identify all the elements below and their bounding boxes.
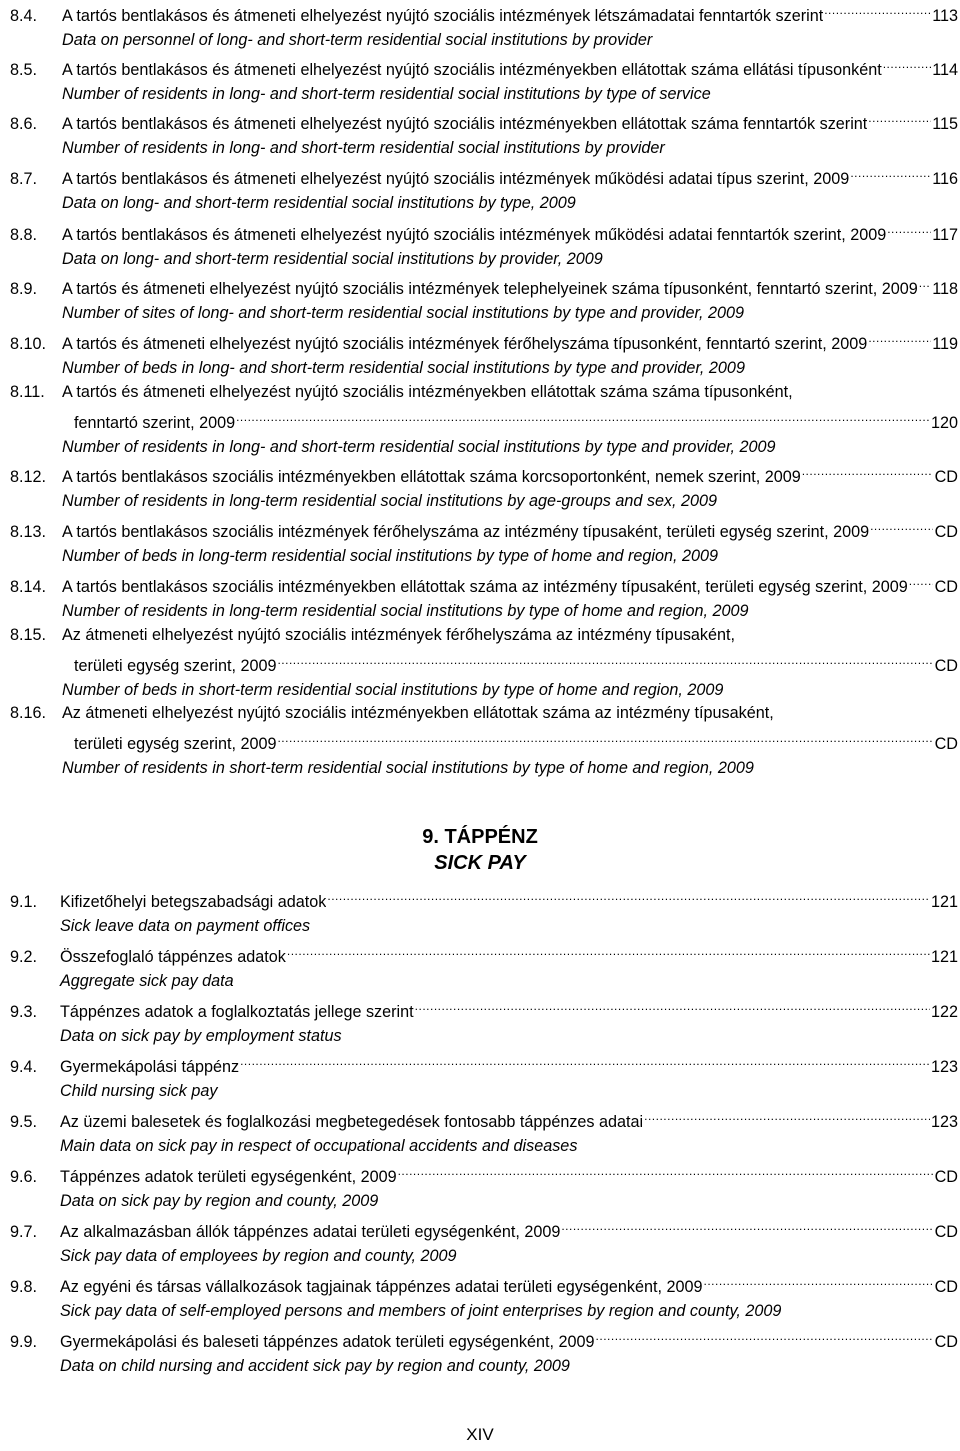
toc-entry-page: 121	[930, 893, 958, 911]
toc-entry-line	[10, 0, 958, 28]
toc-entry-page: CD	[934, 578, 958, 596]
toc-entry-title-en: Number of residents in long- and short-term residential social institutions by type and provider, 2009	[62, 438, 776, 456]
toc-entry-title-hu: A tartós és átmeneti elhelyezést nyújtó szociális intézmények telephelyeinek száma típusonként, fenntartó szerint, 2009	[62, 280, 918, 298]
toc-entry-page: CD	[934, 1278, 958, 1296]
dot-leader	[596, 1323, 933, 1347]
toc-entry[interactable]	[10, 0, 958, 52]
toc-entry-title-hu: Táppénzes adatok a foglalkoztatás jellege szerint	[60, 1003, 414, 1021]
toc-entry-line	[10, 883, 958, 914]
dot-leader	[236, 404, 930, 428]
toc-entry-page: 120	[930, 414, 958, 432]
toc-entry-continuation	[10, 647, 958, 678]
toc-entry-number: 9.2.	[10, 948, 38, 966]
toc-entry-line	[10, 1158, 958, 1189]
toc-entry-line	[10, 513, 958, 544]
dot-leader	[277, 725, 933, 749]
toc-entry-title-hu: A tartós bentlakásos és átmeneti elhelyezést nyújtó szociális intézményekben ellátottak száma fenntartók szerint	[62, 115, 868, 133]
toc-entry-number: 8.7.	[10, 170, 38, 188]
dot-leader	[868, 325, 931, 349]
toc-entry-page: CD	[934, 468, 958, 486]
toc-entry-number: 8.11.	[10, 383, 45, 401]
dot-leader	[802, 458, 933, 482]
toc-entry[interactable]	[10, 1213, 958, 1268]
toc-entry-page: 114	[932, 61, 958, 79]
dot-leader	[327, 883, 930, 907]
toc-entry-title-en: Data on sick pay by employment status	[60, 1027, 342, 1045]
toc-entry-number: 8.16.	[10, 704, 47, 722]
toc-entry-page: 113	[932, 7, 958, 25]
dot-leader	[909, 568, 933, 592]
toc-entry-line	[10, 623, 958, 647]
toc-entry-title-en: Data on long- and short-term residential social institutions by provider, 2009	[62, 250, 603, 268]
toc-entry-line	[10, 458, 958, 489]
toc-entry[interactable]	[10, 216, 958, 271]
toc-entry-line	[10, 51, 958, 82]
toc-entry-title-hu: A tartós bentlakásos és átmeneti elhelyezést nyújtó szociális intézmények működési adatai típus szerint, 2009	[62, 170, 850, 188]
dot-leader	[868, 105, 931, 129]
toc-entry-page: CD	[934, 735, 958, 753]
toc-entry-title-hu-cont: területi egység szerint, 2009	[74, 657, 277, 675]
chapter-heading	[0, 824, 960, 876]
toc-entry[interactable]	[10, 993, 958, 1048]
toc-entry-line	[10, 1213, 958, 1244]
dot-leader	[887, 216, 931, 240]
toc-entry-title-hu: Gyermekápolási táppénz	[60, 1058, 240, 1076]
dot-leader	[883, 51, 931, 75]
toc-entry-title-en: Number of sites of long- and short-term residential social institutions by type and provider, 2009	[62, 304, 745, 322]
toc-entry-title-hu: A tartós bentlakásos szociális intézmények férőhelyszáma az intézmény típusaként, területi egység szerint, 2009	[62, 523, 870, 541]
toc-entry[interactable]	[10, 325, 958, 380]
toc-entry-title-hu: Az üzemi balesetek és foglalkozási megbetegedések fontosabb táppénzes adatai	[60, 1113, 644, 1131]
toc-entry-title-hu: A tartós bentlakásos és átmeneti elhelyezést nyújtó szociális intézmények létszámadatai fenntartók szerint	[62, 7, 824, 25]
toc-entry-page: 116	[932, 170, 958, 188]
toc-entry[interactable]	[10, 1158, 958, 1213]
toc-entry-continuation	[10, 725, 958, 756]
toc-entry-title-en: Number of residents in long-term residential social institutions by type of home and region, 2009	[62, 602, 749, 620]
toc-entry-number: 9.8.	[10, 1278, 38, 1296]
toc-entry-number: 8.13.	[10, 523, 47, 541]
toc-entry-number: 8.5.	[10, 61, 38, 79]
toc-entry-line	[10, 380, 958, 404]
dot-leader	[870, 513, 933, 537]
toc-entry-title-hu: A tartós bentlakásos szociális intézményekben ellátottak száma korcsoportonként, nemek szerint, 2009	[62, 468, 801, 486]
toc-entry[interactable]	[10, 51, 958, 106]
toc-entry-title-en: Number of beds in short-term residential social institutions by type of home and region, 2009	[62, 681, 724, 699]
toc-entry-title-en: Number of residents in long- and short-term residential social institutions by type of service	[62, 85, 711, 103]
dot-leader	[824, 0, 931, 21]
toc-entry[interactable]	[10, 105, 958, 160]
toc-entry-page: CD	[934, 1333, 958, 1351]
toc-entry-line	[10, 160, 958, 191]
toc-entry-line	[10, 216, 958, 247]
dot-leader	[644, 1103, 930, 1127]
toc-entry[interactable]	[10, 701, 958, 780]
toc-entry[interactable]	[10, 568, 958, 623]
toc-entry-title-hu: A tartós bentlakásos szociális intézményekben ellátottak száma az intézmény típusaként, területi egység szerint, 2009	[62, 578, 908, 596]
toc-entry-title-en: Data on child nursing and accident sick pay by region and county, 2009	[60, 1357, 570, 1375]
toc-entry-page: CD	[934, 1168, 958, 1186]
dot-leader	[919, 270, 931, 294]
dot-leader	[398, 1158, 933, 1182]
toc-entry[interactable]	[10, 938, 958, 993]
toc-entry-title-hu: A tartós bentlakásos és átmeneti elhelyezést nyújtó szociális intézményekben ellátottak száma ellátási típusonként	[62, 61, 882, 79]
toc-entry-page: 115	[932, 115, 958, 133]
dot-leader	[287, 938, 930, 962]
toc-entry-title-en: Data on sick pay by region and county, 2009	[60, 1192, 379, 1210]
toc-entry-page: 119	[932, 335, 958, 353]
toc-entry-line	[10, 938, 958, 969]
toc-entry[interactable]	[10, 160, 958, 215]
toc-entry-title-en: Main data on sick pay in respect of occupational accidents and diseases	[60, 1137, 578, 1155]
toc-entry-number: 8.8.	[10, 226, 38, 244]
chapter-title-hu: 9. TÁPPÉNZ	[422, 826, 538, 848]
toc-entry-page: 118	[932, 280, 958, 298]
toc-entry[interactable]	[10, 883, 958, 938]
toc-entry-line	[10, 1048, 958, 1079]
toc-entry-title-hu-cont: területi egység szerint, 2009	[74, 735, 277, 753]
toc-entry-title-hu: Az átmeneti elhelyezést nyújtó szociális intézményekben ellátottak száma az intézmény típusaként,	[62, 704, 774, 722]
page-number-roman: XIV	[466, 1425, 494, 1444]
toc-entry-line	[10, 701, 958, 725]
toc-entry-line	[10, 1103, 958, 1134]
toc-entry[interactable]	[10, 1268, 958, 1323]
toc-entry-page: 117	[932, 226, 958, 244]
toc-entry-page: CD	[934, 1223, 958, 1241]
toc-entry-title-en: Sick pay data of self-employed persons and members of joint enterprises by region and county, 2009	[60, 1302, 782, 1320]
toc-entry-title-en: Data on long- and short-term residential social institutions by type, 2009	[62, 194, 576, 212]
toc-entry-title-en: Number of beds in long- and short-term residential social institutions by type and provider, 2009	[62, 359, 745, 377]
toc-entry-number: 8.6.	[10, 115, 38, 133]
toc-entry-number: 9.4.	[10, 1058, 38, 1076]
toc-entry[interactable]	[10, 623, 958, 702]
toc-entry-number: 9.6.	[10, 1168, 38, 1186]
toc-entry-title-en: Data on personnel of long- and short-term residential social institutions by provider	[62, 31, 653, 49]
toc-entry-title-en: Number of residents in long-term residential social institutions by age-groups and sex, 2009	[62, 492, 718, 510]
toc-entry-line	[10, 1268, 958, 1299]
toc-entry-title-en: Sick leave data on payment offices	[60, 917, 311, 935]
dot-leader	[240, 1048, 930, 1072]
dot-leader	[415, 993, 930, 1017]
toc-entry-number: 8.12.	[10, 468, 47, 486]
toc-entry-title-hu: Az egyéni és társas vállalkozások tagjainak táppénzes adatai területi egységenként, 2009	[60, 1278, 703, 1296]
toc-entry-title-en: Sick pay data of employees by region and county, 2009	[60, 1247, 457, 1265]
toc-entry-page: 122	[930, 1003, 958, 1021]
dot-leader	[277, 647, 933, 671]
toc-entry[interactable]	[10, 458, 958, 513]
toc-entry-number: 9.9.	[10, 1333, 38, 1351]
toc-entry-number: 9.1.	[10, 893, 38, 911]
toc-entry-title-hu: Táppénzes adatok területi egységenként, 2009	[60, 1168, 397, 1186]
toc-entry-continuation	[10, 404, 958, 435]
toc-entry[interactable]	[10, 1323, 958, 1378]
dot-leader	[704, 1268, 933, 1292]
toc-entry[interactable]	[10, 380, 958, 459]
toc-entry[interactable]	[10, 513, 958, 568]
toc-entry-title-en: Number of beds in long-term residential social institutions by type of home and region, 2009	[62, 547, 718, 565]
toc-entry[interactable]	[10, 1048, 958, 1103]
toc-entry[interactable]	[10, 270, 958, 325]
toc-entry-title-hu: A tartós és átmeneti elhelyezést nyújtó szociális intézményekben ellátottak száma száma típusonként,	[62, 383, 793, 401]
toc-entry-line	[10, 993, 958, 1024]
toc-entry-page: CD	[934, 523, 958, 541]
toc-entry-title-hu-cont: fenntartó szerint, 2009	[74, 414, 236, 432]
toc-entry-number: 9.3.	[10, 1003, 38, 1021]
toc-entry-title-en: Child nursing sick pay	[60, 1082, 218, 1100]
toc-entry-title-hu: Az átmeneti elhelyezést nyújtó szociális intézmények férőhelyszáma az intézmény típusaként,	[62, 626, 736, 644]
toc-entry-page: 121	[930, 948, 958, 966]
toc-entry-title-hu: A tartós bentlakásos és átmeneti elhelyezést nyújtó szociális intézmények működési adatai fenntartók szerint, 2009	[62, 226, 887, 244]
toc-entry-title-en: Aggregate sick pay data	[60, 972, 234, 990]
toc-entry-number: 9.7.	[10, 1223, 38, 1241]
toc-entry-line	[10, 1323, 958, 1354]
dot-leader	[561, 1213, 933, 1237]
toc-entry-line	[10, 105, 958, 136]
toc-entry-number: 8.10.	[10, 335, 47, 353]
toc-entry-line	[10, 270, 958, 301]
toc-entry-title-en: Number of residents in long- and short-term residential social institutions by provider	[62, 139, 665, 157]
toc-entry-page: 123	[930, 1058, 958, 1076]
toc-entry-title-hu: Kifizetőhelyi betegszabadsági adatok	[60, 893, 327, 911]
toc-entry-number: 8.14.	[10, 578, 47, 596]
toc-entry-number: 8.15.	[10, 626, 47, 644]
toc-entry[interactable]	[10, 1103, 958, 1158]
toc-entry-number: 9.5.	[10, 1113, 38, 1131]
toc-entry-title-en: Number of residents in short-term residential social institutions by type of home and region, 2009	[62, 759, 754, 777]
chapter-title-en: SICK PAY	[434, 852, 526, 874]
dot-leader	[850, 160, 931, 184]
toc-entry-line	[10, 568, 958, 599]
toc-entry-title-hu: Gyermekápolási és baleseti táppénzes adatok területi egységenként, 2009	[60, 1333, 595, 1351]
toc-entry-title-hu: Összefoglaló táppénzes adatok	[60, 948, 286, 966]
toc-entry-title-hu: A tartós és átmeneti elhelyezést nyújtó szociális intézmények férőhelyszáma típusonként, fenntartó szerint, 2009	[62, 335, 868, 353]
toc-entry-number: 8.4.	[10, 7, 38, 25]
toc-entry-line	[10, 325, 958, 356]
toc-entry-page: 123	[930, 1113, 958, 1131]
toc-entry-title-hu: Az alkalmazásban állók táppénzes adatai területi egységenként, 2009	[60, 1223, 561, 1241]
toc-entry-page: CD	[934, 657, 958, 675]
toc-entry-number: 8.9.	[10, 280, 38, 298]
